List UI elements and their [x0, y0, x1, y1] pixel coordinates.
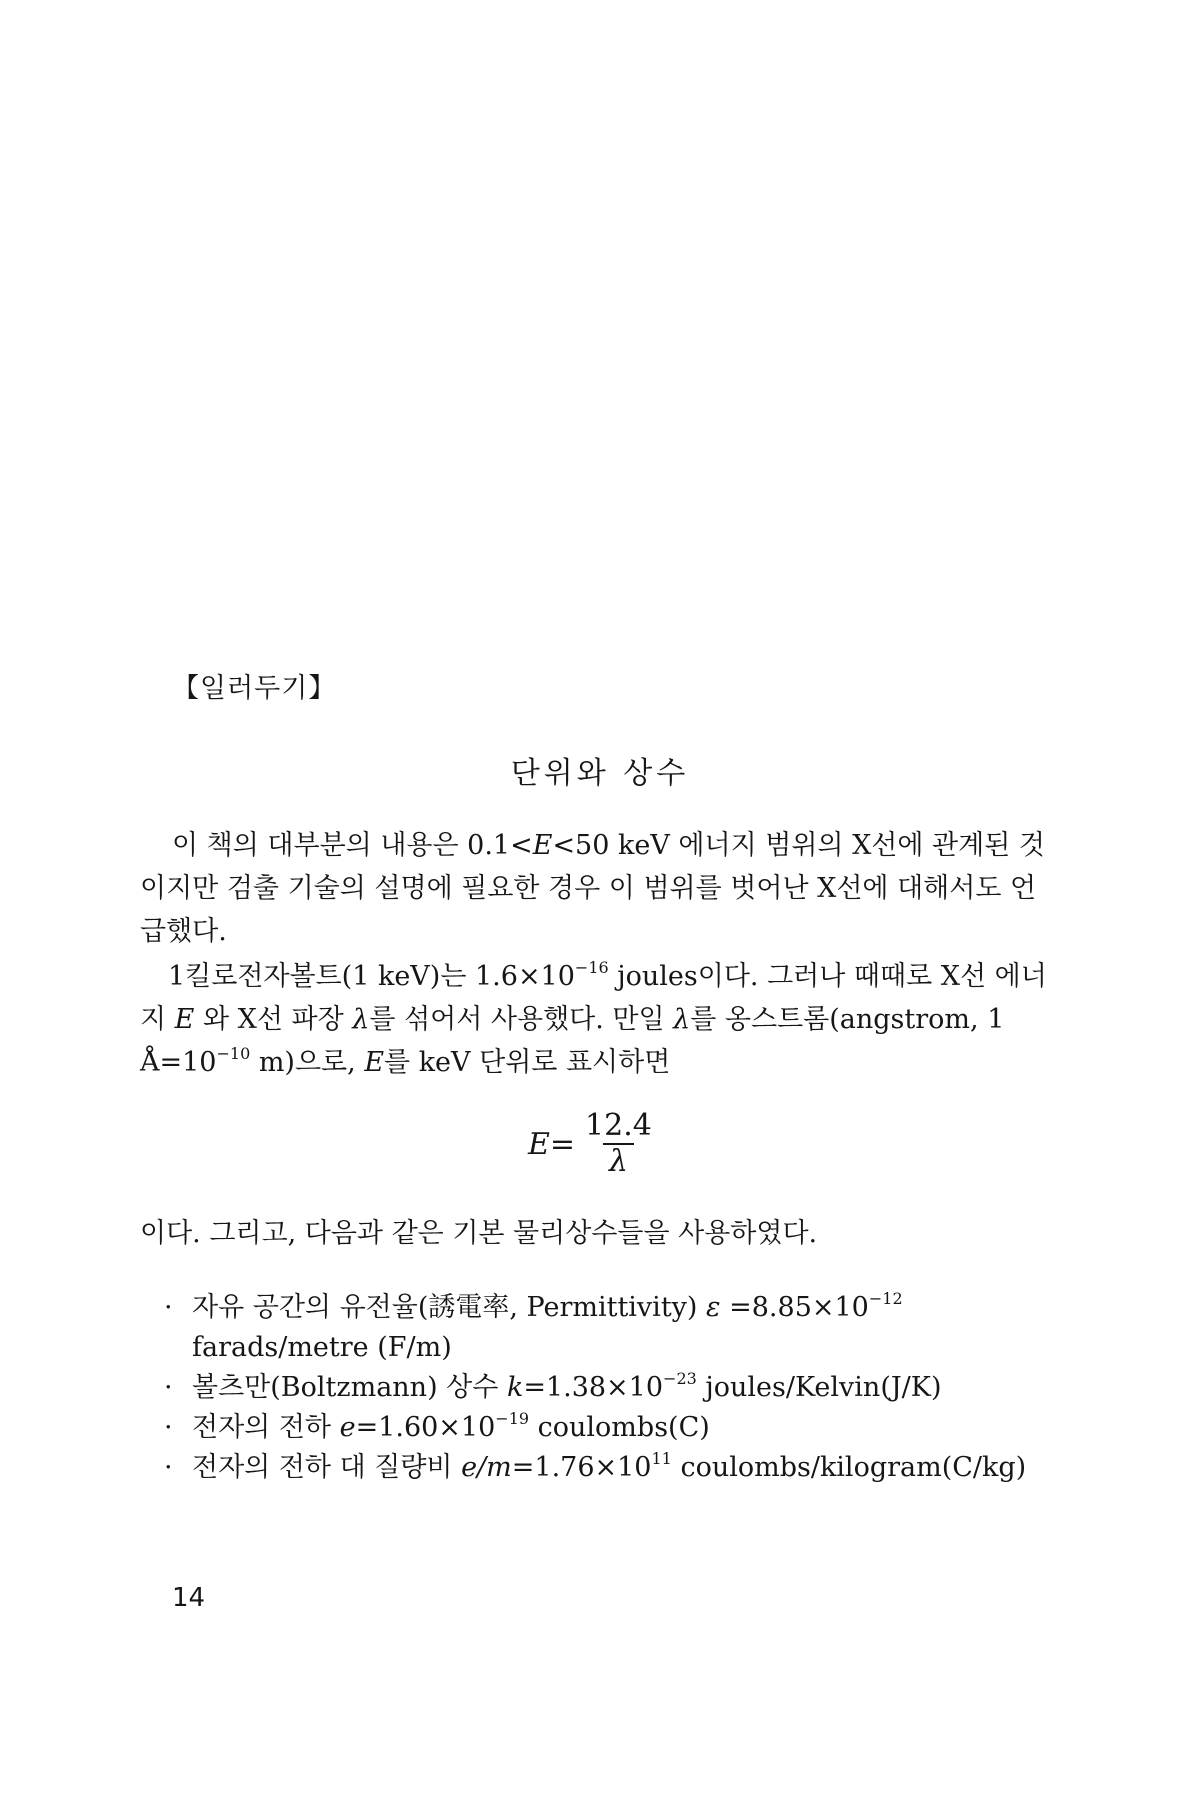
constant-symbol: e/m [461, 1452, 512, 1483]
exponent: −19 [495, 1409, 530, 1428]
bullet: · [164, 1372, 173, 1403]
paragraph-unit-definition [140, 955, 1058, 1084]
text-span: 이 책의 대부분의 내용은 0.1< [172, 830, 533, 861]
text-span: 1킬로전자볼트(1 keV)는 1.6×10 [168, 961, 575, 992]
bullet: · [164, 1292, 173, 1323]
list-item [164, 1288, 1064, 1368]
formula-denominator: λ [603, 1143, 634, 1179]
constant-symbol: ε [706, 1292, 721, 1323]
page-number: 14 [172, 1583, 206, 1613]
exponent: −12 [868, 1289, 903, 1308]
text-span: 를 옹스트롬(angstrom, 1 Å=10 [140, 1004, 1005, 1078]
exponent: −23 [663, 1369, 697, 1388]
energy-wavelength-formula [528, 1108, 658, 1180]
formula-equals: = [549, 1126, 576, 1162]
exponent: 11 [651, 1449, 672, 1468]
note-label: 【일러두기】 [172, 673, 337, 704]
text-span: 전자의 전하 [192, 1412, 340, 1443]
text-span: 전자의 전하 대 질량비 [192, 1452, 462, 1483]
constants-list [164, 1288, 1064, 1488]
formula-numerator: 12.4 [585, 1108, 652, 1143]
text-span: =1.76×10 [511, 1452, 652, 1483]
formula-lhs: E [528, 1126, 550, 1162]
list-item [164, 1368, 1064, 1408]
text-span: farads/metre (F/m) [192, 1332, 452, 1363]
bullet: · [164, 1452, 173, 1483]
text-span: 자유 공간의 유전율(誘電率, Permittivity) [192, 1292, 707, 1323]
paragraph-energy-range [140, 824, 1058, 953]
energy-symbol: E [364, 1047, 385, 1078]
text-span: m)으로, [250, 1047, 365, 1078]
text-span: joules/Kelvin(J/K) [696, 1372, 942, 1403]
formula-fraction [579, 1109, 658, 1179]
energy-symbol: E [174, 1004, 195, 1035]
energy-symbol: E [532, 830, 553, 861]
constant-symbol: e [339, 1412, 356, 1443]
paragraph-constants-intro: 이다. 그리고, 다음과 같은 기본 물리상수들을 사용하였다. [140, 1218, 818, 1249]
section-title: 단위와 상수 [510, 756, 690, 791]
text-span: joules이다. 그러나 때때로 X선 에너지 [140, 961, 1047, 1035]
text-span: 볼츠만(Boltzmann) 상수 [192, 1372, 507, 1403]
wavelength-symbol: λ [352, 1004, 370, 1035]
bullet: · [164, 1412, 173, 1443]
list-item [164, 1408, 1064, 1448]
text-span: <50 keV 에너지 범위의 X선에 관계된 것이지만 검출 기술의 설명에 필요한 경우 이 범위를 벗어난 X선에 대해서도 언급했다. [140, 830, 1045, 947]
list-item [164, 1448, 1064, 1488]
text-span: 와 X선 파장 [194, 1004, 353, 1035]
constant-symbol: k [506, 1372, 524, 1403]
text-span: =1.60×10 [355, 1412, 496, 1443]
exponent: −10 [216, 1044, 251, 1063]
text-span: coulombs(C) [529, 1412, 710, 1443]
text-span: 를 섞어서 사용했다. 만일 [369, 1004, 674, 1035]
text-span: 를 keV 단위로 표시하면 [384, 1047, 671, 1078]
text-span: coulombs/kilogram(C/kg) [671, 1452, 1027, 1483]
exponent: −16 [574, 958, 609, 977]
wavelength-symbol: λ [673, 1004, 691, 1035]
text-span: =1.38×10 [523, 1372, 664, 1403]
text-span: =8.85×10 [720, 1292, 869, 1323]
